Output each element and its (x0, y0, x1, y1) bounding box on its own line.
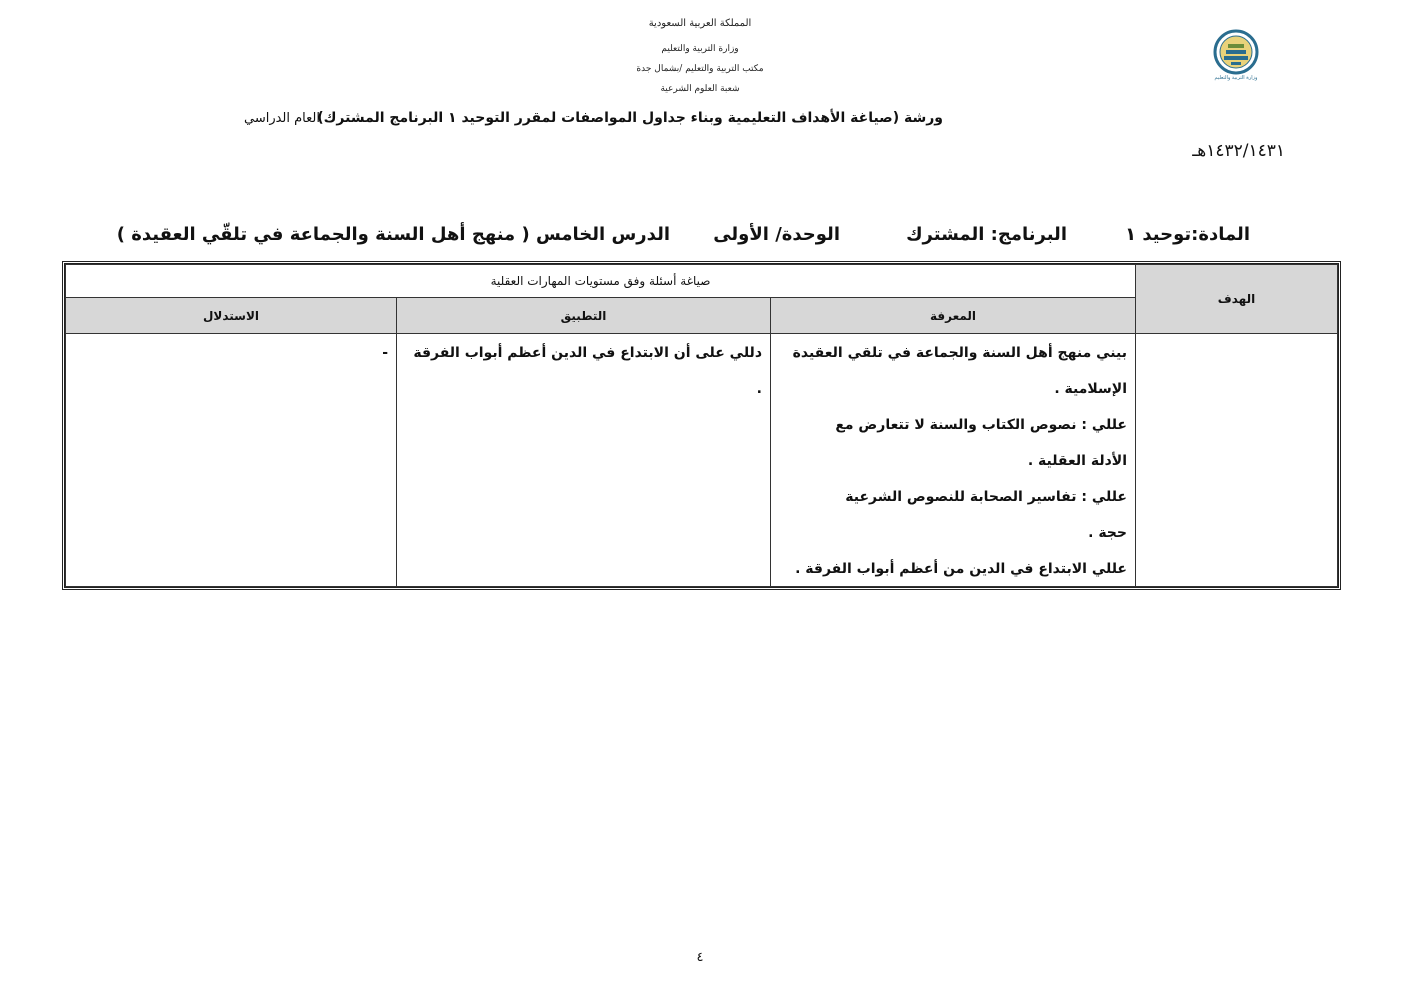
subject-label: المادة:توحيد ١ (1125, 224, 1250, 245)
header-ministry: وزارة التربية والتعليم (661, 44, 739, 54)
group-header: صياغة أسئلة وفق مستويات المهارات العقلية (490, 274, 711, 288)
inference-body-cell (65, 333, 397, 587)
application-body-cell (396, 333, 771, 587)
program-label: البرنامج: المشترك (906, 224, 1067, 245)
header-department: شعبة العلوم الشرعية (660, 84, 740, 94)
goal-body-cell (1135, 333, 1338, 587)
knowledge-body-cell (770, 333, 1136, 587)
inference-header: الاستدلال (202, 308, 260, 323)
knowledge-line: عللي : تفاسير الصحابة للنصوص الشرعية (845, 489, 1127, 505)
goal-header: الهدف (1217, 292, 1256, 306)
application-header-cell (396, 297, 771, 334)
knowledge-questions (771, 334, 1135, 587)
academic-year-label: العام الدراسي (243, 111, 320, 126)
application-header: التطبيق (560, 308, 607, 323)
logo-caption: وزارة التربية والتعليم (1214, 75, 1258, 81)
application-questions (397, 334, 770, 407)
ministry-logo (1212, 28, 1260, 86)
group-header-cell (65, 264, 1136, 298)
inference-header-cell (65, 297, 397, 334)
workshop-title: ورشة (صياغة الأهداف التعليمية وبناء جداول المواصفات لمقرر التوحيد ١ البرنامج المشترك) (317, 110, 943, 126)
knowledge-line: بيني منهج أهل السنة والجماعة في تلقي العقيدة (792, 345, 1127, 361)
objectives-table (62, 261, 1341, 590)
academic-year-value: ١٤٣٢/١٤٣١هـ (1192, 141, 1285, 161)
knowledge-header-cell (770, 297, 1136, 334)
knowledge-line: عللي الابتداع في الدين من أعظم أبواب الفرقة . (795, 561, 1127, 577)
inference-questions: - (382, 345, 388, 361)
knowledge-line: الإسلامية . (1054, 381, 1127, 397)
knowledge-line: حجة . (1088, 525, 1127, 541)
header-kingdom: المملكة العربية السعودية (648, 18, 752, 29)
knowledge-header: المعرفة (929, 308, 977, 323)
application-line: . (756, 381, 762, 397)
lesson-label: الدرس الخامس ( منهج أهل السنة والجماعة في تلقّي العقيدة ) (116, 224, 670, 245)
application-line: دللي على أن الابتداع في الدين أعظم أبواب الفرقة (413, 345, 762, 361)
unit-label: الوحدة/ الأولى (713, 224, 840, 245)
page-number: ٤ (696, 950, 704, 965)
knowledge-line: الأدلة العقلية . (1027, 453, 1127, 469)
knowledge-line: عللي : نصوص الكتاب والسنة لا تتعارض مع (835, 417, 1127, 433)
header-office: مكتب التربية والتعليم /بشمال جدة (636, 64, 764, 74)
goal-header-cell (1135, 264, 1338, 334)
